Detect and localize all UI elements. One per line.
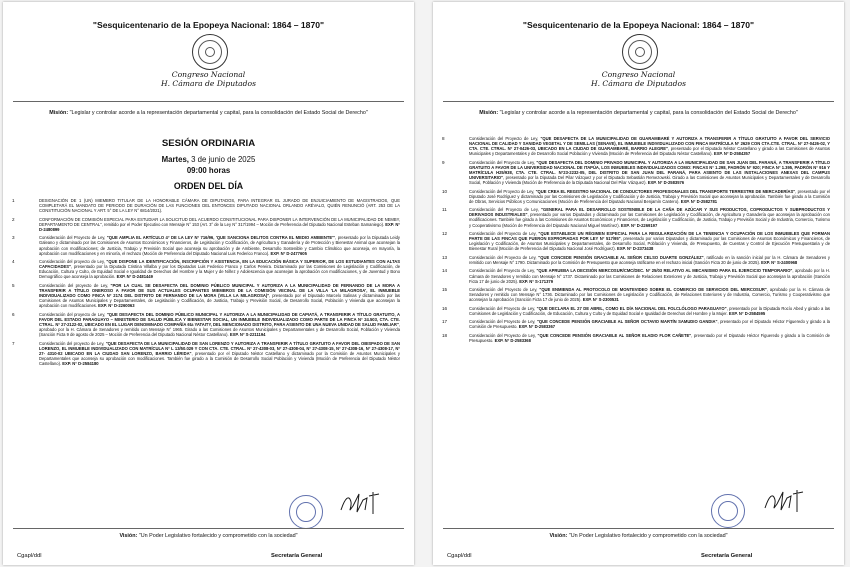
agenda-item-text: DESIGNACIÓN DE 1 (UN) MIEMBRO TITULAR DE LA HONORABLE CÁMARA DE DIPUTADOS, PARA INTEGRAR EL JURADO DE ENJUICIAMIENTO DE MAGISTRADOS, QUE COMPLETARÁ EL MANDATO DE PERIODO DE DURACIÓN DE LAS FUNCIONES DEL ENTONCES DIPUTADO NACIONAL ORLANDO ARÉVALO, QUIÉN RENUNCIÓ (ART. 253 DE LA CONSTITUCIÓN NACIONAL Y ART. 5° DE LA LEY N° 6814/2021). (39, 198, 400, 214)
vision-text: "Un Poder Legislativo fortalecido y comprometido con la sociedad" (568, 533, 728, 539)
footer-divider (13, 528, 404, 529)
agenda-item (12, 312, 400, 337)
agenda-item-number: 4 (12, 259, 15, 265)
agenda-item (442, 207, 830, 227)
agenda-item (12, 283, 400, 308)
agenda-item-number: 7 (12, 340, 15, 346)
agenda-item (442, 160, 830, 185)
footer-left: Cgapl/ddl (447, 553, 472, 559)
agenda-item-text: Consideración del Proyecto de Ley, "QUE CONCEDE PENSIÓN GRACIABLE AL SEÑOR ELADIO FLOR CAÑETE", presentado por el Diputado Héctor Figueredo y girado a la Comisión de Presupuesto. EXP. N° D-2583368 (469, 332, 830, 343)
agenda-item-text: Consideración del proyecto de Ley, "QUE DISPONE LA IDENTIFICACIÓN, INSCRIPCIÓN Y ASISTENCIA, EN LA EDUCACIÓN BÁSICA Y SUPERIOR, DE LOS ESTUDIANTES CON ALTAS CAPACIDADES", presentado por la Diputada Cristina Villalba y por los Diputados Luis Federico Franco y Carlos Pereira. Dictaminado por las Comisiones de Legislación y Codificación, de Educación, Cultura y Culto, de Equidad Social e Igualdad de Derechos del Hombre y la Mujer y de Niñez y Adolescencia que aconsejan la aprobación con modificaciones, y de Juventud y Bono Demográfico que aconseja la aprobación. EXP. N° D-2481449 (39, 259, 400, 280)
signature-icon (763, 486, 807, 516)
vision-label: Visión: (549, 533, 568, 539)
agenda-item-number: 14 (442, 268, 448, 274)
agenda-item-number: 3 (12, 235, 15, 241)
congreso-label: Congreso Nacional (601, 70, 676, 79)
agenda-item-text: Consideración del proyecto de Ley, "POR LA CUAL SE DESAFECTA DEL DOMINIO PÚBLICO MUNICIPAL Y AUTORIZA A LA MUNICIPALIDAD DE FERNANDO DE LA MORA A TRANSFERIR A TÍTULO ONEROSO A FAVOR DE SUS ACTUALES OCUPANTES MIEMBROS DE LA COMISIÓN VECINAL DE LA VILLA 'LA MILAGROSA', EL INMUEBLE INDIVIDUALIZADO COMO FINCA N° 2174 DEL DISTRITO DE FERNANDO DE LA MORA (VILLA LA MILAGROSA)", presentado por el Diputado Marcelo Salinas y dictaminado por las Comisiones de Asuntos Municipales y Departamentales, de Legislación y Codificación, de Justicia, Trabajo y Previsión Social, de Desarrollo Social, Población y Vivienda que aconsejan la aprobación con modificaciones. EXP. N° D-2260063 (39, 282, 400, 309)
congress-seal-icon (622, 34, 658, 70)
agenda-item-number: 15 (442, 287, 448, 293)
agenda-item-text: Consideración del Proyecto de Ley, "QUE CONCEDE PENSIÓN GRACIABLE AL SEÑOR CELSO DUARTE GONZÁLEZ", ratificado en la sanción inicial por la H. Cámara de Senadores y remitido con Mensaje N° 1790. Dictaminado por la Comisión de Presupuesto que aconseja ratificarse en el rechazo inicial (Sanción Ficta 20 de junio de 2025). EXP. N° S-2400968 (469, 254, 830, 265)
agenda-list-left (12, 198, 400, 369)
session-time: 09:00 horas (186, 166, 231, 175)
agenda-item (12, 259, 400, 279)
agenda-item (12, 341, 400, 366)
agenda-item-text: Consideración del Proyecto de Ley, "QUE AMPLIA EL ARTÍCULO 4° DE LA LEY N° 716/96, 'QUE SANCIONA DELITOS CONTRA EL MEDIO AMBIENTE'", presentado por la Diputada Leidy Galeano y dictaminado por las Comisiones de Asuntos Económicos y Financieros, de Legislación y Codificación, de Agricultura y Ganadería y de Protección y Bienestar Animal que aconsejan la aprobación con modificaciones; de Justicia, Trabajo y Previsión Social que aconseja su aprobación y de Ambiente, Desarrollo Sostenible y Cambio Climático que aconseja, en mayoría, la aprobación con modificaciones y en minoría, el rechazo (Moción de Preferencia del Diputado Nacional Luis Federico Franco). EXP. N° D-2477605 (39, 235, 400, 256)
page-header-title: "Sesquicentenario de la Epopeya Nacional: 1864 – 1870" (522, 20, 755, 30)
agenda-item (442, 333, 830, 343)
agenda-item-number: 18 (442, 332, 448, 338)
session-date-value: 3 de junio de 2025 (191, 155, 256, 164)
mission-label: Misión: (479, 110, 499, 116)
agenda-item-text: Consideración del Proyecto de Ley, "GENERAL PARA EL DESARROLLO SOSTENIBLE DE LA CAÑA DE AZÚCAR Y SUS PRODUCTOS, COPRODUCTOS Y SUBPRODUCTOS Y DERIVADOS INDUSTRIALES", presentado por varios Diputados y dictaminado por las Comisiones de Legislación y Codificación, de Agricultura y Ganadería que aconsejan la aprobación con modificaciones. También fue girado a las Comisiones de Asuntos Económicos y Financieros, de Legislación y Codificación, de Justicia, Trabajo y Previsión Social y de Industria, Comercio, Turismo y Cooperativismo (Moción de Preferencia del Diputado Nacional Miguel Martínez). EXP. N° D-2269197 (469, 207, 830, 228)
agenda-item-text: Consideración del Proyecto de Ley, "QUE ENMIENDA AL PROTOCOLO DE MONTEVIDEO SOBRE EL COMERCIO DE SERVICIOS DEL MERCOSUR", aprobado por la H. Cámara de Senadores y remitido con Mensaje N° 1736. Dictaminado por las Comisiones de Legislación y Codificación, de Relaciones Exteriores y de Industria, Comercio, Turismo y Cooperativismo que aconsejan la aprobación (Sanción Ficta 17 de junio de 2025). EXP. N° S-2300531 (469, 287, 830, 303)
official-stamp-icon (711, 494, 745, 528)
agenda-item-text: CONFORMACIÓN DE COMISIÓN ESPECIAL PARA ESTUDIAR LA SOLICITUD DEL ACUERDO CONSTITUCIONAL PARA DISPONER LA INTERVENCIÓN DE LA MUNICIPALIDAD DE NEMBY, DEPARTAMENTO DE CENTRAL", remitido por el Poder Ejecutivo con Mensaje N° 153 (Art. 3° de la Ley N° 317/1994 – Moción de Preferencia del Diputado Nacional Esteban Samaniego). EXP. N° D-2480899 (39, 216, 400, 232)
agenda-item-text: Consideración del Proyecto de Ley, "QUE DESAFECTA DE LA MUNICIPALIDAD DE GUARAMBARÉ Y AUTORIZA A TRANSFERIR A TÍTULO GRATUITO A FAVOR DEL SERVICIO NACIONAL DE CALIDAD Y SANIDAD VEGETAL Y DE SEMILLAS (SENAVE), EL INMUEBLE INDIVIDUALIZADO CON FINCA MATRÍCULA N° 2629 CON CTA.CTE. CTRAL. N° 27-0426-02, Y CTA. CTE. CTRAL. N° 27-0426-03, UBICADO EN LA CIUDAD DE GUARAMBARÉ, BARRIO ALEGRE", presentado por el Diputado Néstor Castellano y girado a las Comisiones de Asuntos Municipales y Departamentales y de Desarrollo Social Población y Vivienda (Moción de Preferencia del Diputado Néstor Castellano). EXP. N° D-2584357 (469, 136, 831, 157)
agenda-title: ORDEN DEL DÍA (173, 181, 244, 191)
camara-label: H. Cámara de Diputados (160, 79, 257, 88)
agenda-item-number: 8 (442, 136, 445, 141)
vision-label: Visión: (119, 533, 138, 539)
official-stamp-icon (289, 495, 323, 529)
mission-label: Misión: (49, 110, 69, 116)
page-header-title: "Sesquicentenario de la Epopeya Nacional: 1864 – 1870" (92, 20, 325, 30)
footer-right: Secretaría General (701, 553, 753, 559)
agenda-item (442, 255, 830, 265)
agenda-item-text: Consideración del Proyecto de Ley, "QUE CREA EL REGISTRO NACIONAL DE CONDUCTORES PROFESIONALES DEL TRANSPORTE TERRESTRE DE MERCADERÍAS", presentado por el Diputado José Rodríguez y dictaminado por las Comisiones de Legislación y Codificación y de Justicia, Trabajo y Previsión Social que aconsejan la aprobación. También fue girado a la Comisión de Obras, Servicios Públicos y Comunicaciones (Moción de Preferencia del Diputado Nacional Benjamín Cantero). EXP. N° D-2582781 (469, 188, 831, 204)
camara-label: H. Cámara de Diputados (590, 79, 687, 88)
agenda-item (12, 217, 400, 232)
agenda-item-number: 17 (442, 319, 448, 325)
institution-name (433, 70, 844, 88)
session-title: SESIÓN ORDINARIA (161, 138, 256, 149)
vision-text: "Un Poder Legislativo fortalecido y comprometido con la sociedad" (138, 533, 298, 539)
vision-statement (433, 533, 844, 539)
agenda-item-text: Consideración del Proyecto de Ley, "QUE ESTABLECE UN RÉGIMEN ESPECIAL PARA LA REGULARIZACIÓN DE LA TENENCIA Y OCUPACIÓN DE LOS INMUEBLES QUE FORMAN PARTE DE LAS FINCAS QUE FUERON EXPROPIADAS POR LEY N° 517/95", presentado por varios Diputados y dictaminado por las Comisiones de Asuntos Económicos y Financieros, de Legislación y Codificación, de Asuntos Municipales y Departamentales, de Desarrollo Social, Población y Vivienda, de Presupuesto, de Cuentas y Control de Ejecución Presupuestaria y de Bienestar Rural (Moción de Preferencia del Diputado Nacional José Rodríguez). EXP. N° D-2373438 (469, 231, 831, 252)
footer-right: Secretaría General (271, 553, 323, 559)
agenda-item (442, 136, 830, 156)
agenda-item (442, 287, 830, 302)
agenda-item-text: Consideración del Proyecto de Ley, "QUE DESAFECTA DEL DOMINIO PRIVADO MUNICIPAL Y AUTORIZA A LA MUNICIPALIDAD DE SAN JUAN DEL PARANÁ, A TRANSFERIR A TÍTULO GRATUITO A FAVOR DE LA UNIVERSIDAD NACIONAL DE ITAPÚA, LOS INMUEBLES INDIVIDUALIZADOS COMO: FINCAS N° 1.298, PADRÓN N° 920; FINCA N° 1.395, PADRÓN N° 916 Y MATRÍCULA H25/938, CTA. CTE. CTRAL. N°23-2232-05, DEL DISTRITO DE SAN JUAN DEL PARANÁ, PARA ASIENTO DE LAS INSTALACIONES ANEXAS DEL CAMPUS UNIVERSITARIO", presentado por la Diputada Del Pilar Vázquez y por el Diputado Sebastián Remezowski. Girado a las Comisiones de Asuntos Municipales y Departamentales y de Desarrollo Social, Población y Vivienda (Moción de Preferencia de la Diputada Nacional Del Pilar Vázquez). EXP. N° D-2583576 (469, 159, 830, 186)
congreso-label: Congreso Nacional (171, 70, 246, 79)
agenda-item-number: 12 (442, 231, 448, 237)
footer-left: Cgapl/ddl (17, 553, 42, 559)
institution-name (3, 70, 414, 88)
agenda-list-right (442, 136, 830, 346)
agenda-item-text: Consideración del proyecto de Ley, "QUE DESAFECTA DEL DOMINIO PÚBLICO MUNICIPAL Y AUTORIZA A LA MUNICIPALIDAD DE CAPIATÁ, A TRANSFERIR A TÍTULO GRATUITO, A FAVOR DEL ESTADO PARAGUAYO – MINISTERIO DE SALUD PÚBLICA Y BIENESTAR SOCIAL, UN INMUEBLE INDIVIDUALIZADO COMO PARTE DE LA FINCA N° 24.503, CTA. CTE. CTRAL. N° 27-2122-02, UBICADO EN EL LUGAR DENOMINADO COMPAÑÍA 6ta YATAITY, DEL MENCIONADO DISTRITO, PARA ASIENTO DE UNA NUEVA UNIDAD DE SALUD FAMILIAR", aprobado por la H. Cámara de Senadores y remitido con Mensaje N° 1965. Girado a las Comisiones de Asuntos Municipales y Departamentales y de Desarrollo Social, Población y Vivienda (Sanción Ficta 9 de agosto de 2025 – Moción de Preferencia del Diputado Nacional Néstor Castellano). EXP. N° S-2211194 (39, 311, 400, 338)
agenda-item (442, 306, 830, 316)
agenda-item-number: 2 (12, 216, 15, 222)
signature-icon (339, 488, 383, 518)
agenda-item-number: 13 (442, 254, 448, 260)
agenda-item-number: 1 (12, 198, 15, 203)
divider (13, 101, 404, 102)
agenda-item (442, 319, 830, 329)
agenda-item-number: 6 (12, 311, 15, 317)
agenda-item (442, 189, 830, 204)
agenda-item-text: Consideración del Proyecto de Ley, "QUE DECLARA EL 27 DE ABRIL, COMO EL DÍA NACIONAL DEL FOLCLÓLOGO PARAGUAYO", presentado por la Diputada Rocío Abed y girado a las Comisiones de Legislación y Codificación, de Educación, Cultura y Culto y de Equidad Social e Igualdad de Derechos del Hombre y la Mujer. EXP. N° D-2584595 (469, 305, 830, 316)
document-page-2 (433, 2, 844, 565)
mission-text: "Legislar y controlar acorde a la representación departamental y capital, para la consolidación del Estado Social de Derecho" (499, 110, 798, 116)
agenda-item (442, 231, 830, 251)
congress-seal-icon (192, 34, 228, 70)
agenda-item (12, 198, 400, 213)
agenda-item-text: Consideración del Proyecto de Ley, "QUE CONCEDE PENSIÓN GRACIABLE AL SEÑOR OCTAVIO MARTÍN SAMUDIO GANDIA", presentado por el Diputado Héctor Figueredo y girado a la Comisión de Presupuesto. EXP. N° D-2583367 (469, 319, 830, 330)
agenda-item-text: Consideración del Proyecto de Ley, "QUE APRUEBA LA DECISIÓN MERCOSUR/CMC/DEC. N° 25/03 RELATIVO AL MECANISMO PARA EL EJERCICIO TEMPORARIO", aprobado por la H. Cámara de Senadores y remitido con Mensaje N° 1737. Dictaminado por las Comisiones de Relaciones Exteriores y de Justicia, Trabajo y Previsión Social que aconsejan la aprobación (Sanción Ficta 17 de junio de 2025). EXP. N° S-171379 (469, 268, 830, 284)
agenda-item-number: 5 (12, 282, 15, 288)
mission-statement (43, 110, 374, 117)
mission-text: "Legislar y controlar acorde a la representación departamental y capital, para la consolidación del Estado Social de Derecho" (69, 110, 368, 116)
agenda-item-number: 10 (442, 188, 448, 194)
document-page-1 (3, 2, 414, 565)
session-date-prefix: Martes, (161, 155, 189, 164)
agenda-item-text: Consideración del proyecto de Ley, "QUE DESAFECTA DE LA MUNICIPALIDAD DE SAN LORENZO Y AUTORIZA A TRANSFERIR A TÍTULO GRATUITO A FAVOR DEL OBISPADO DE SAN LORENZO, EL INMUEBLE INDIVIDUALIZADO CON MATRÍCULA N° L 13/50.029 Y CON CTA. CTE. CTRAL. N° 27-4308-03, N° 27-4308-04, N° 27-4308-15, N° 27-4308-16, N° 27-4308-17, N° 27- 4310-02 UBICADO EN LA CIUDAD SAN LORENZO, BARRIO LÉRIDA", presentado por el Diputado Néstor Castellano y dictaminado por la Comisión de Asuntos Municipales y Departamentales que aconseja su aprobación con modificaciones. También fue girado a la Comisión de Desarrollo Social Población y Vivienda (Moción de Preferencia del Diputado Néstor Castellano). EXP. N° D-2584180 (39, 340, 400, 366)
agenda-item-number: 11 (442, 207, 447, 213)
agenda-item (12, 235, 400, 255)
mission-statement (473, 110, 804, 117)
divider (443, 101, 834, 102)
agenda-item (442, 268, 830, 283)
footer-divider (443, 528, 834, 529)
agenda-item-number: 16 (442, 305, 448, 311)
session-date (3, 155, 414, 164)
vision-statement (3, 533, 414, 539)
agenda-item-number: 9 (442, 159, 445, 165)
